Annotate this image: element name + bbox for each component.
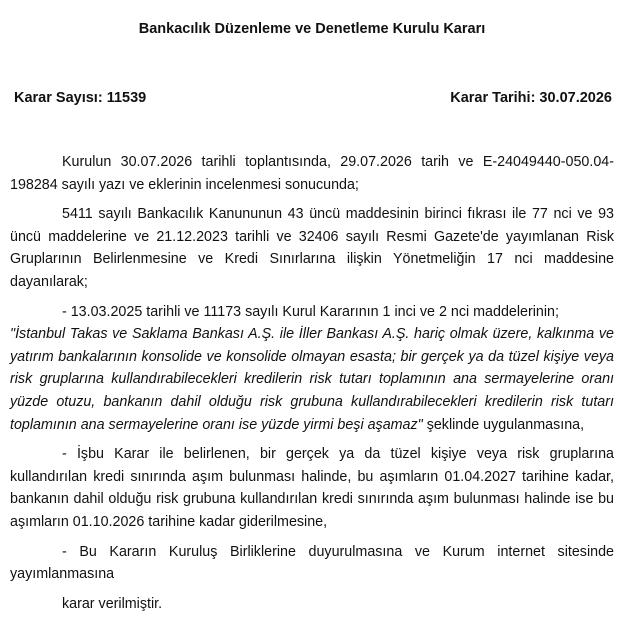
paragraph-amendment [10, 301, 614, 437]
paragraph-closing: karar verilmiştir. [62, 595, 163, 612]
decision-date: Karar Tarihi: 30.07.2026 [450, 90, 612, 106]
decision-number: Karar Sayısı: 11539 [14, 90, 147, 106]
document-title: Bankacılık Düzenleme ve Denetleme Kurulu Kararı [138, 21, 486, 37]
paragraph-legal-basis: 5411 sayılı Bankacılık Kanununun 43 üncü maddesinin birinci fıkrası ile 77 nci ve 93 üncü maddelerine ve 21.12.2023 tarihli ve 32406 sayılı Resmi Gazete'de yayımlanan Risk Gruplarının Belirlenmesine ve Kredi Sınırlarına ilişkin Yönetmeliğin 17 nci maddesine dayanılarak; [10, 206, 614, 290]
amendment-outro: şeklinde uygulanmasına, [422, 416, 585, 433]
amendment-intro: - 13.03.2025 tarihli ve 11173 sayılı Kurul Kararının 1 inci ve 2 nci maddelerinin; [62, 303, 559, 320]
paragraph-deadline: - İşbu Karar ile belirlenen, bir gerçek ya da tüzel kişiye veya risk gruplarına kullandırılan kredi sınırında aşım bulunması halinde, bu aşımların 01.04.2027 tarihine kadar, bankanın dahil olduğu risk grubuna kullandırılan kredi sınırında aşım bulunması halinde ise bu aşımların 01.10.2026 tarihine kadar giderilmesine, [10, 446, 614, 530]
decision-meta [14, 90, 612, 106]
paragraph-publication: - Bu Kararın Kuruluş Birliklerine duyurulmasına ve Kurum internet sitesinde yayımlanmasına [10, 543, 614, 583]
amendment-quote: "İstanbul Takas ve Saklama Bankası A.Ş. ile İller Bankası A.Ş. hariç olmak üzere, kalkınma ve yatırım bankalarının konsolide ve konsolide olmayan esasta; bir gerçek ya da tüzel kişiye veya risk gruplarına kullandırabilecekleri kredilerin risk tutarı toplamının ana sermayelerine oranı yüzde otuzu, bankanın dahil olduğu risk grubuna kullandırabilecekleri kredilerin risk tutarı toplamının ana sermayelerine oranı ise yüzde yirmi beşi aşamaz" [10, 326, 614, 433]
paragraph-intro: Kurulun 30.07.2026 tarihli toplantısında, 29.07.2026 tarih ve E-24049440-050.04- 198284 sayılı yazı ve eklerinin incelenmesi sonucunda; [10, 154, 614, 193]
document-body [10, 151, 614, 623]
